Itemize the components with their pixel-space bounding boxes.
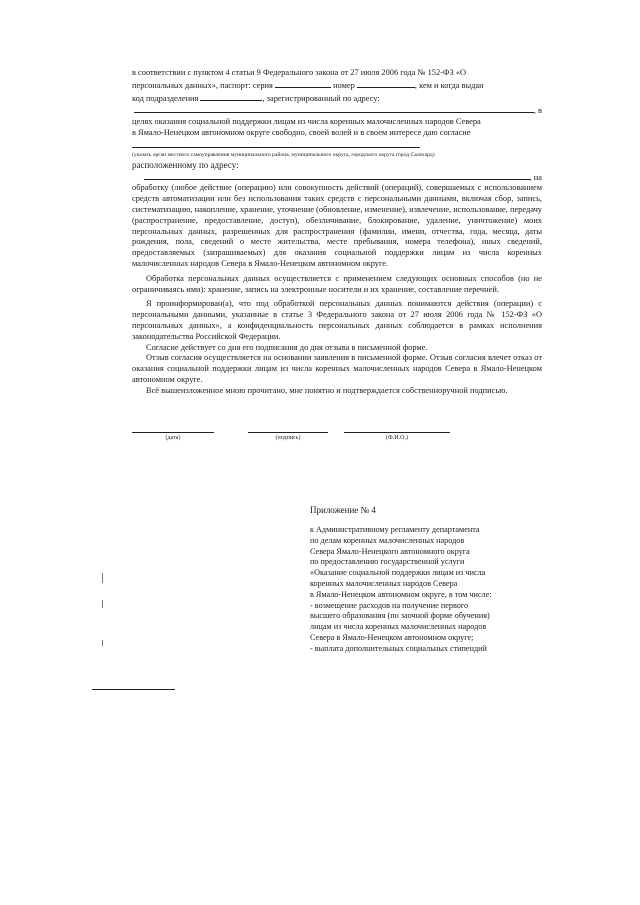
located-blank-line [132, 171, 542, 184]
appendix-line: коренных малочисленных народов Севера [310, 578, 458, 588]
processing-paragraph: обработку (любое действие (операцию) или совокупность действий (операций), совершаемых с использованием средств автоматизации или без использования таких средств с персональными данными, включая сбор, запись, систематизацию, накопление, хранение, уточнение (обновление, изменение), извлечение, использование, передачу (распространение, предоставление, доступ), обезличивание, блокирование, удаление, уничтожение) моих персональных данных, разрешенных для распространения (фамилии, имени, отчества, года, месяца, даты рождения, пола, сведений о месте жительства, месте пребывания, номера телефона), иных сведений, предоставляемых (запрашиваемых) для оказания социальной поддержки лицам из числа коренных малочисленных народов Севера в Ямало-Ненецком автономном округе. [132, 183, 542, 268]
appendix-line: к Административному регламенту департамента [310, 525, 480, 534]
registered-address-label: , зарегистрированный по адресу: [262, 93, 380, 103]
division-code-label: код подразделения [132, 93, 199, 103]
appendix-line: Севера Ямало-Ненецкого автономного округа [310, 546, 470, 556]
organ-blank [132, 139, 420, 148]
footnote-rule [92, 689, 175, 690]
organ-hint: (указать орган местного самоуправления муниципального района, муниципального округа, городского округа город Салехард) [132, 151, 435, 158]
appendix-line: лицам из числа коренных малочисленных народов [310, 622, 487, 632]
signature-caption: (подпись) [275, 435, 301, 441]
appendix-line: по делам коренных малочисленных народов [310, 535, 465, 545]
scan-artifact [102, 600, 103, 608]
appendix-line: - возмещение расходов на получение первого [310, 600, 469, 610]
name-field [344, 432, 450, 441]
withdrawal-paragraph: Отзыв согласия осуществляется на основании заявления в письменной форме. Отзыв согласия влечет отказ от оказания социальной поддержки лицам из числа коренных малочисленных народов Севера в Ямало-Ненецком автономном округе. [132, 353, 542, 384]
located-blank [144, 171, 530, 180]
appendix-line: Севера в Ямало-Ненецком автономном округе; [310, 632, 474, 642]
appendix-body [310, 525, 555, 655]
appendix-line: высшего образования (по заочной форме обучения) [310, 611, 490, 621]
issued-by-label: , кем и когда выдан [414, 80, 484, 90]
consent-line-2 [132, 79, 542, 92]
appendix-line: по предоставлению государственной услуги [310, 557, 465, 567]
name-caption: (Ф.И.О.) [386, 435, 408, 441]
consent-line-4 [132, 104, 542, 117]
consent-text [132, 68, 542, 397]
located-end: , на [529, 172, 542, 182]
consent-line-3 [132, 92, 542, 105]
appendix-line: - выплата дополнительных социальных стипендий [310, 643, 487, 653]
address-blank [134, 104, 534, 113]
address-end: , в [533, 106, 542, 116]
passport-number-blank [357, 79, 415, 88]
scan-artifact [102, 640, 103, 646]
passport-series-blank [275, 79, 331, 88]
informed-paragraph: Я проинформирован(а), что под обработкой персональных данных понимаются действия (операции) с персональными данными, указанные в статье 3 Федерального закона от 27 июля 2006 года № 152-ФЗ «О персональных данных», а конфиденциальность персональных данных соблюдается в рамках исполнения законодательства Российской Федерации. [132, 299, 542, 341]
appendix-title: Приложение № 4 [310, 505, 376, 515]
organ-blank-line [132, 139, 542, 152]
signature-field [248, 432, 328, 441]
located-label: расположенному по адресу: [132, 159, 239, 170]
scan-artifact [102, 573, 103, 583]
signature-row [132, 432, 542, 456]
consent-line-5: целях оказания социальной поддержки лицам из числа коренных малочисленных народов Севера [132, 117, 481, 127]
passport-number-label: номер [333, 80, 355, 90]
date-caption: (дата) [165, 435, 181, 441]
located-line [132, 159, 542, 171]
consent-line-1: в соответствии с пунктом 4 статьи 9 Федерального закона от 27 июля 2006 года № 152-ФЗ «О [132, 68, 467, 77]
confirm-paragraph: Всё вышеизложенное мною прочитано, мне понятно и подтверждается собственноручной подписью. [146, 385, 508, 395]
division-code-blank [200, 92, 262, 101]
appendix-line: в Ямало-Ненецком автономном округе, в том числе: [310, 589, 492, 599]
validity-paragraph: Согласие действует со дня его подписания до дня отзыва в письменной форме. [146, 342, 428, 352]
methods-paragraph: Обработка персональных данных осуществляется с применением следующих основных способов (но не ограничиваясь ими): хранение, запись на электронные носители и их хранение, составление перечней. [132, 273, 542, 294]
passport-series-label: персональных данных», паспорт: серия [132, 80, 273, 90]
appendix-line: «Оказание социальной поддержки лицам из числа [310, 568, 486, 578]
consent-line-6: в Ямало-Ненецком автономном округе свободно, своей волей и в своем интересе даю согласие [132, 127, 471, 137]
date-field [132, 432, 214, 441]
